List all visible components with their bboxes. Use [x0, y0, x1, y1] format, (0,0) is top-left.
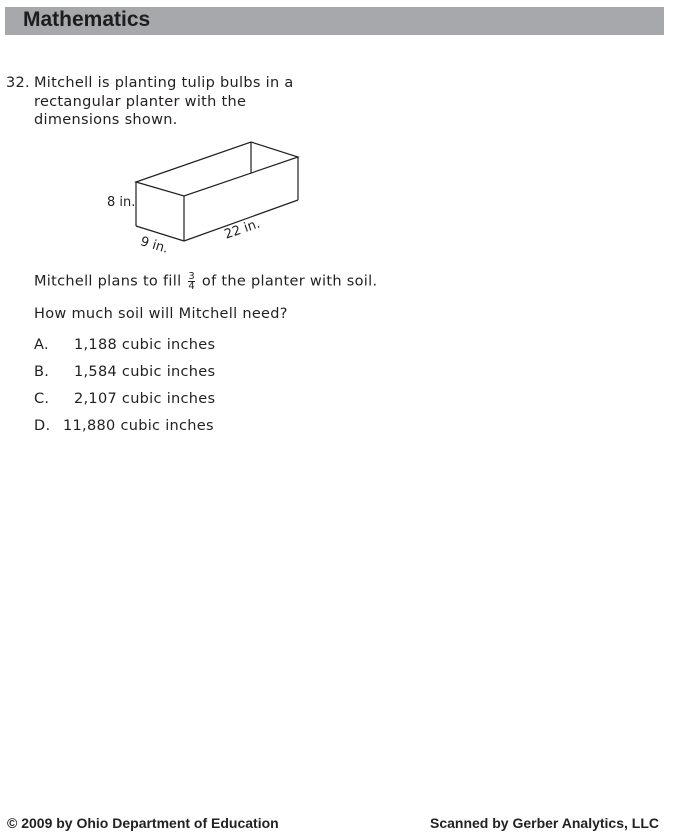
option-letter: B.	[34, 364, 50, 380]
fill-statement	[34, 272, 377, 291]
option-letter: C.	[34, 391, 50, 407]
fraction	[188, 272, 195, 291]
fill-text: of the planter with soil.	[201, 273, 378, 290]
option-text: 1,188 cubic inches	[74, 337, 216, 353]
footer-scanned: Scanned by Gerber Analytics, LLC	[430, 815, 659, 831]
width-label: 9 in.	[138, 234, 170, 257]
fill-text: Mitchell plans to fill	[34, 273, 182, 290]
option-letter: A.	[34, 337, 49, 353]
numerator: 3	[188, 271, 195, 282]
section-title: Mathematics	[23, 8, 151, 31]
length-label: 22 in.	[222, 216, 263, 243]
planter-figure	[0, 0, 673, 300]
option-text: 1,584 cubic inches	[74, 364, 216, 380]
question-number: 32.	[6, 75, 30, 91]
option-letter: D.	[34, 418, 51, 434]
question-line: rectangular planter with the	[34, 93, 247, 110]
question-prompt: How much soil will Mitchell need?	[34, 306, 288, 322]
question-line: dimensions shown.	[34, 112, 178, 128]
option-text: 11,880 cubic inches	[63, 418, 214, 434]
footer-copyright: © 2009 by Ohio Department of Education	[7, 815, 279, 831]
denominator: 4	[188, 281, 195, 292]
question-line: Mitchell is planting tulip bulbs in a	[34, 75, 294, 91]
height-label: 8 in.	[107, 195, 136, 210]
planter-top-edge	[136, 142, 298, 196]
option-text: 2,107 cubic inches	[74, 391, 216, 407]
